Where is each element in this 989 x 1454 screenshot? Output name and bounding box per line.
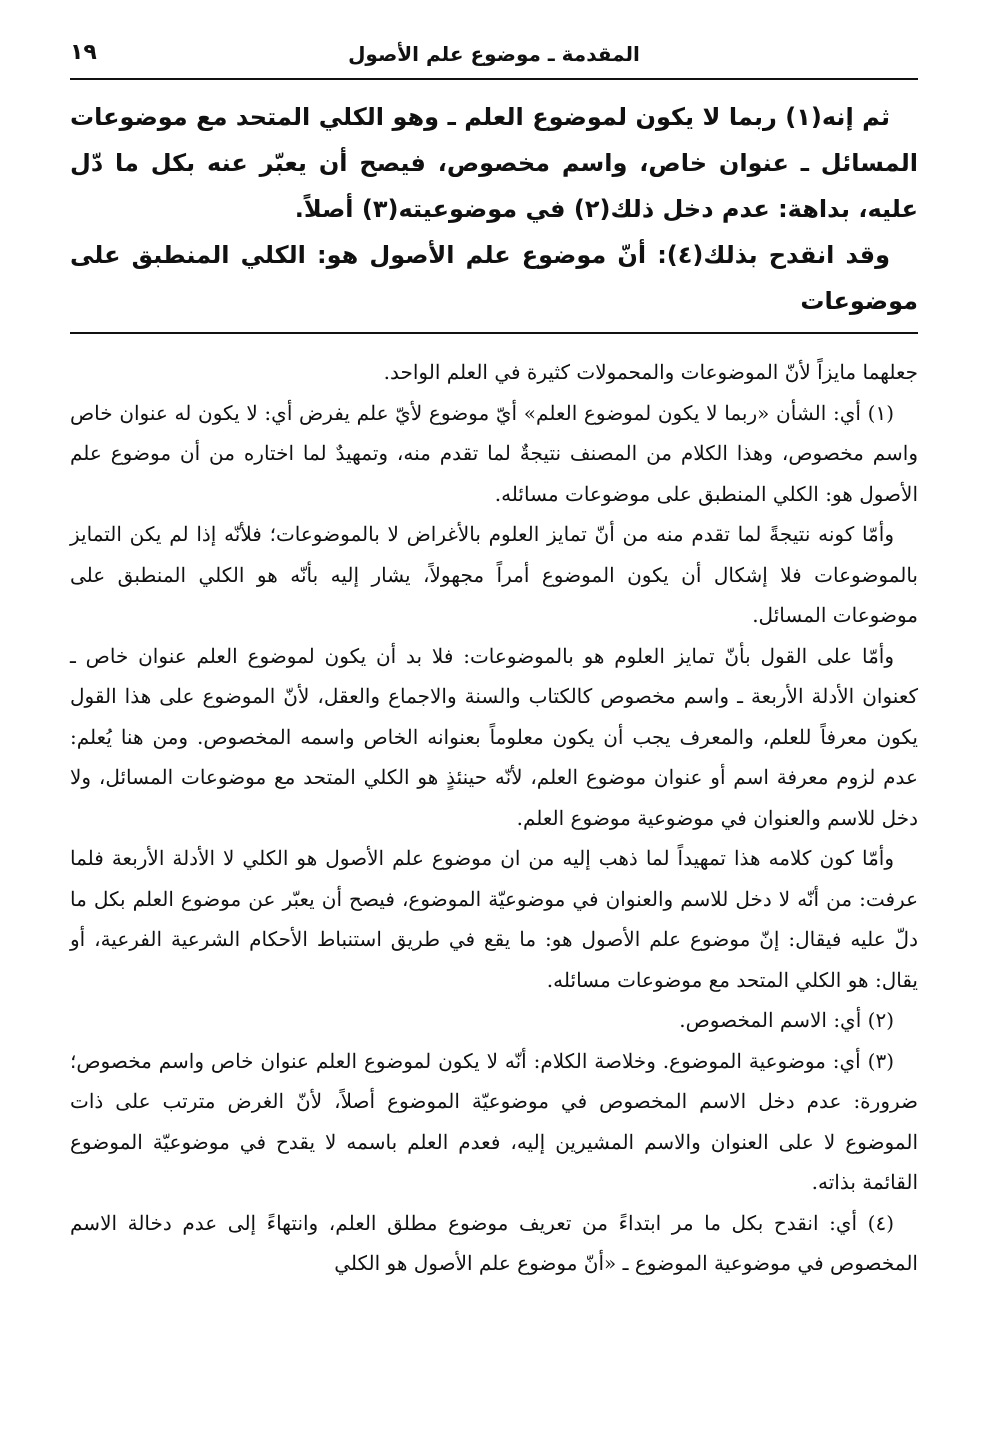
book-page: [70, 38, 918, 1284]
footnote-continuation: جعلهما مايزاً لأنّ الموضوعات والمحمولات كثيرة في العلم الواحد.: [383, 360, 918, 384]
footnote-3: (٣) أي: موضوعية الموضوع. وخلاصة الكلام: أنّه لا يكون لموضوع العلم عنوان خاص واسم مخصوص؛ ضرورة: عدم دخل الاسم المخصوص في موضوعيّة الموضوع أصلاً، لأنّ الغرض مترتب على ذات الموضوع لا على العنوان والاسم المشيرين إليه، فعدم العلم باسمه لا يقدح في موضوعيّة الموضوع القائمة بذاته.: [70, 1048, 918, 1194]
running-title: المقدمة ـ موضوع علم الأصول: [348, 42, 640, 66]
page-number: ١٩: [70, 40, 97, 65]
main-paragraph: ثم إنه(١) ربما لا يكون لموضوع العلم ـ وهو الكلي المتحد مع موضوعات المسائل ـ عنوان خاص، واسم مخصوص، فيصح أن يعبّر عنه بكل ما دّل عليه، بداهة: عدم دخل ذلك(٢) في موضوعيته(٣) أصلاً.: [70, 103, 918, 223]
footnote-separator: [70, 332, 918, 334]
running-header: [70, 38, 918, 80]
main-text: [70, 94, 918, 324]
footnote-1: (١) أي: الشأن «ربما لا يكون لموضوع العلم» أيّ موضوع لأيّ علم يفرض أي: لا يكون له عنوان خاص واسم مخصوص، وهذا الكلام من المصنف نتيجةٌ لما تقدم منه، وتمهيدٌ لما اختاره من أن موضوع علم الأصول هو: الكلي المنطبق على موضوعات مسائله.: [70, 400, 918, 506]
footnote-1-paragraph: وأمّا كون كلامه هذا تمهيداً لما ذهب إليه من ان موضوع علم الأصول هو الكلي لا الأدلة الأربعة فلما عرفت: من أنّه لا دخل للاسم والعنوان في موضوعيّة الموضوع، فيصح أن يعبّر عن موضوع العلم بكل ما دلّ عليه فيقال: إنّ موضوع علم الأصول هو: ما يقع في طريق استنباط الأحكام الشرعية الفرعية، أو يقال: هو الكلي المتحد مع موضوعات مسائله.: [70, 846, 919, 992]
footnotes: [70, 352, 918, 1284]
footnote-4: (٤) أي: انقدح بكل ما مر ابتداءً من تعريف موضوع مطلق العلم، وانتهاءً إلى عدم دخالة الاسم المخصوص في موضوعية الموضوع ـ «أنّ موضوع علم الأصول هو الكلي: [70, 1210, 918, 1275]
main-paragraph: وقد انقدح بذلك(٤): أنّ موضوع علم الأصول هو: الكلي المنطبق على موضوعات: [70, 241, 918, 315]
footnote-2: (٢) أي: الاسم المخصوص.: [679, 1008, 894, 1032]
footnote-1-paragraph: وأمّا كونه نتيجةً لما تقدم منه من أنّ تمايز العلوم بالأغراض لا بالموضوعات؛ فلأنّه إذا لم يكن التمايز بالموضوعات فلا إشكال أن يكون الموضوع أمراً مجهولاً، يشار إليه بأنّه هو الكلي المنطبق على موضوعات المسائل.: [70, 522, 918, 627]
footnote-1-paragraph: وأمّا على القول بأنّ تمايز العلوم هو بالموضوعات: فلا بد أن يكون لموضوع العلم عنوان خاص ـ كعنوان الأدلة الأربعة ـ واسم مخصوص كالكتاب والسنة والاجماع والعقل، لأنّ الموضوع على هذا القول يكون معرفاً للعلم، والمعرف يجب أن يكون معلوماً بعنوانه الخاص واسمه المخصوص. ومن هنا يُعلم: عدم لزوم معرفة اسم أو عنوان موضوع العلم، لأنّه حينئذٍ هو الكلي المتحد مع موضوعات المسائل، ولا دخل للاسم والعنوان في موضوعية موضوع العلم.: [70, 643, 918, 830]
